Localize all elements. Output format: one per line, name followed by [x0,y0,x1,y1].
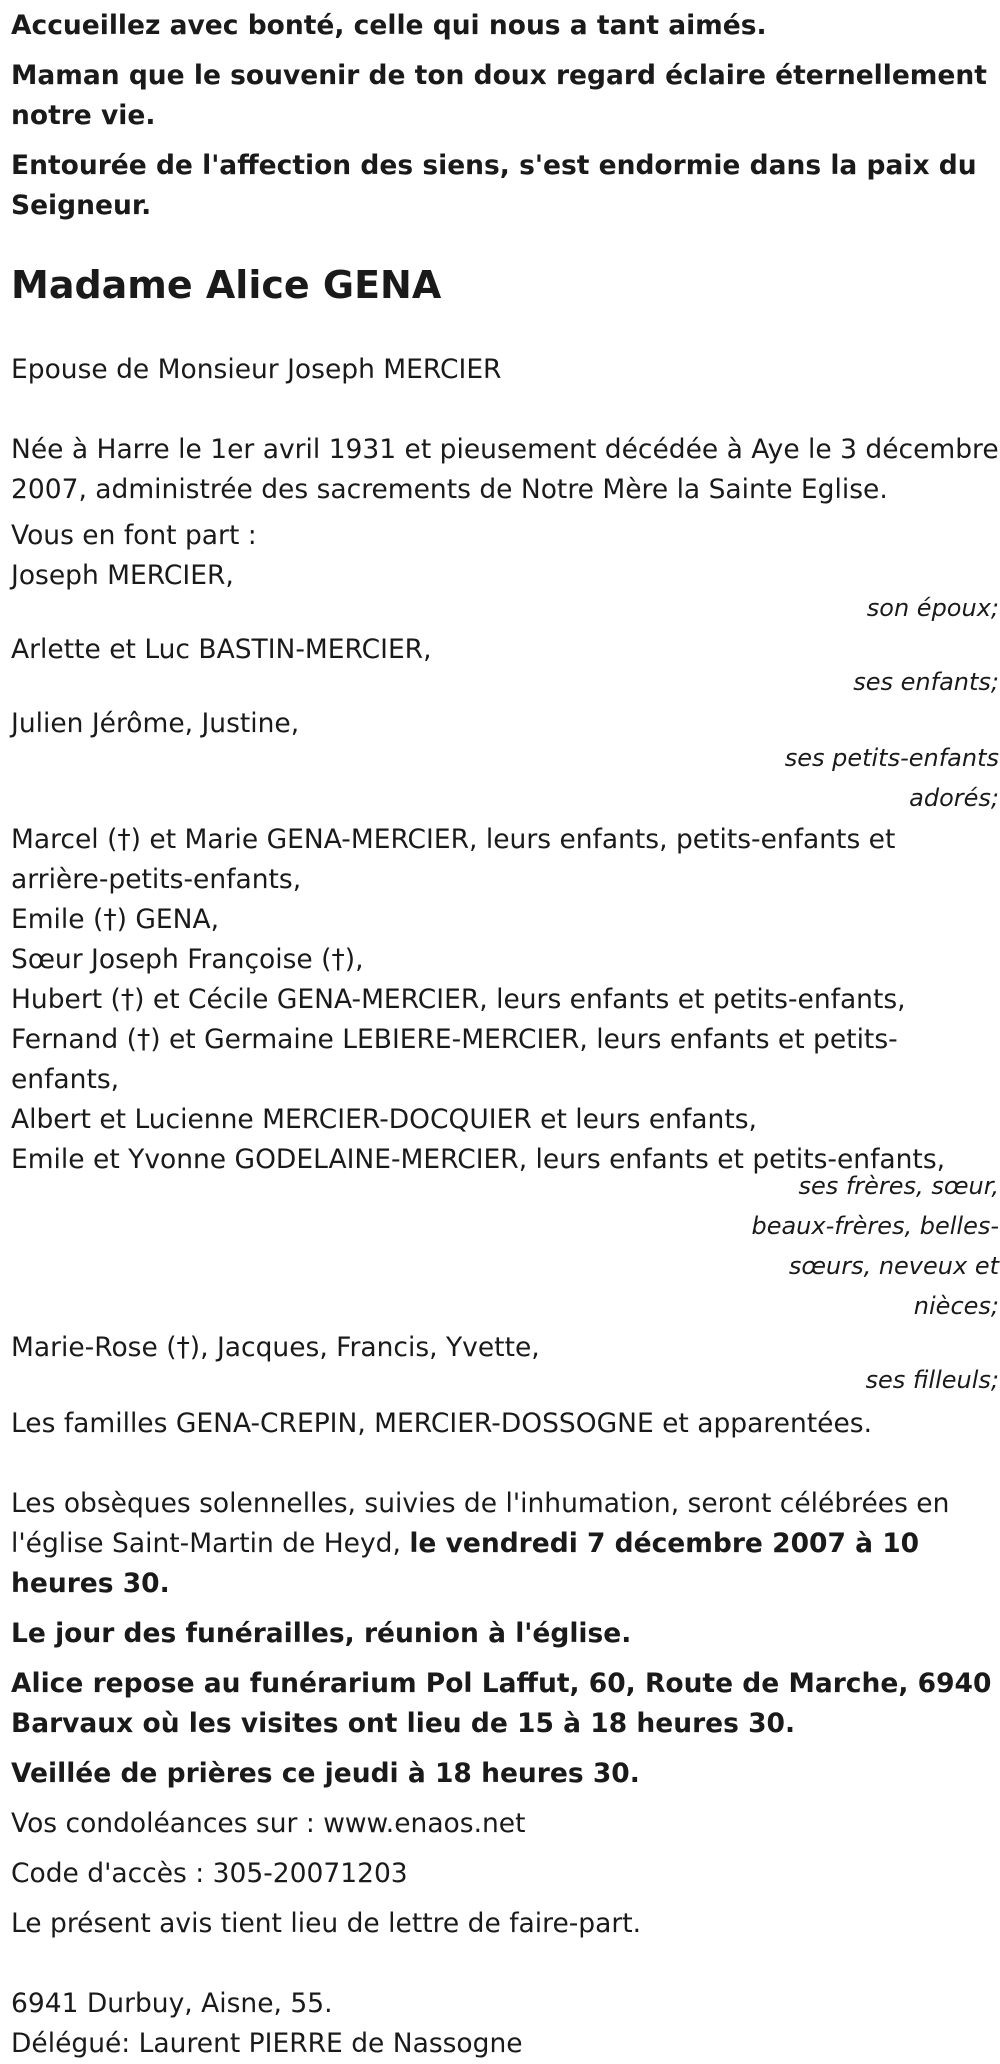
funeral-meeting: Le jour des funérailles, réunion à l'église. [11,1618,632,1649]
resting-place: Alice repose au funérarium Pol Laffut, 60, Route de Marche, 6940 Barvaux où les visites ont lieu de 15 à 18 heures 30. [11,1668,992,1739]
footer-delegate: Délégué: Laurent PIERRE de Nassogne [11,2028,523,2059]
notice-line: Le présent avis tient lieu de lettre de faire-part. [11,1908,642,1939]
sibling-line: Fernand (†) et Germaine LEBIERE-MERCIER, leurs enfants et petits-enfants, [11,1024,898,1095]
announcer-spouse-role: son époux; [866,594,999,622]
siblings-list [11,820,1000,1180]
access-code-line: Code d'accès : 305-20071203 [11,1858,408,1889]
announcer-godchildren: Marie-Rose (†), Jacques, Francis, Yvette, [11,1332,540,1363]
funeral-date: le vendredi 7 décembre 2007 à 10 heures 30. [11,1528,920,1599]
obituary-content [11,6,1000,2064]
spouse-line: Epouse de Monsieur Joseph MERCIER [11,354,502,385]
footer-address: 6941 Durbuy, Aisne, 55. [11,1988,333,2019]
deceased-name: Madame Alice GENA [11,263,442,307]
announcer-children: Arlette et Luc BASTIN-MERCIER, [11,634,432,665]
funeral-text: Les obsèques solennelles, suivies de l'inhumation, seront célébrées en l'église Saint-Martin de Heyd, [11,1488,950,1559]
intro-line-3: Entourée de l'affection des siens, s'est endormie dans la paix du Seigneur. [11,150,977,221]
announcer-godchildren-role: ses filleuls; [865,1366,999,1394]
sibling-line: Marcel (†) et Marie GENA-MERCIER, leurs enfants, petits-enfants et arrière-petits-enfants, [11,824,896,895]
sibling-line: Albert et Lucienne MERCIER-DOCQUIER et leurs enfants, [11,1104,757,1135]
sibling-line: Hubert (†) et Cécile GENA-MERCIER, leurs enfants et petits-enfants, [11,984,906,1015]
announcer-grandchildren: Julien Jérôme, Justine, [11,708,300,739]
sibling-line: Sœur Joseph Françoise (†), [11,944,364,975]
birth-death-text: Née à Harre le 1er avril 1931 et pieusement décédée à Aye le 3 décembre 2007, administrée des sacrements de Notre Mère la Sainte Eglise. [11,434,999,505]
siblings-role: ses frères, sœur, beaux-frères, belles-sœurs, neveux et nièces; [751,1172,999,1320]
condolences-line: Vos condoléances sur : www.enaos.net [11,1808,526,1839]
funeral-details [11,1484,1000,1604]
sibling-line: Emile et Yvonne GODELAINE-MERCIER, leurs enfants et petits-enfants, [11,1144,946,1175]
families-line: Les familles GENA-CREPIN, MERCIER-DOSSOGNE et apparentées. [11,1408,873,1439]
announcers-heading: Vous en font part : [11,520,257,551]
intro-line-1: Accueillez avec bonté, celle qui nous a tant aimés. [11,10,767,41]
sibling-line: Emile (†) GENA, [11,904,220,935]
announcer-grandchildren-role: ses petits-enfants adorés; [784,744,999,812]
announcer-spouse: Joseph MERCIER, [11,560,234,591]
announcer-children-role: ses enfants; [853,668,999,696]
vigil-line: Veillée de prières ce jeudi à 18 heures 30. [11,1758,640,1789]
intro-line-2: Maman que le souvenir de ton doux regard éclaire éternellement notre vie. [11,60,987,131]
